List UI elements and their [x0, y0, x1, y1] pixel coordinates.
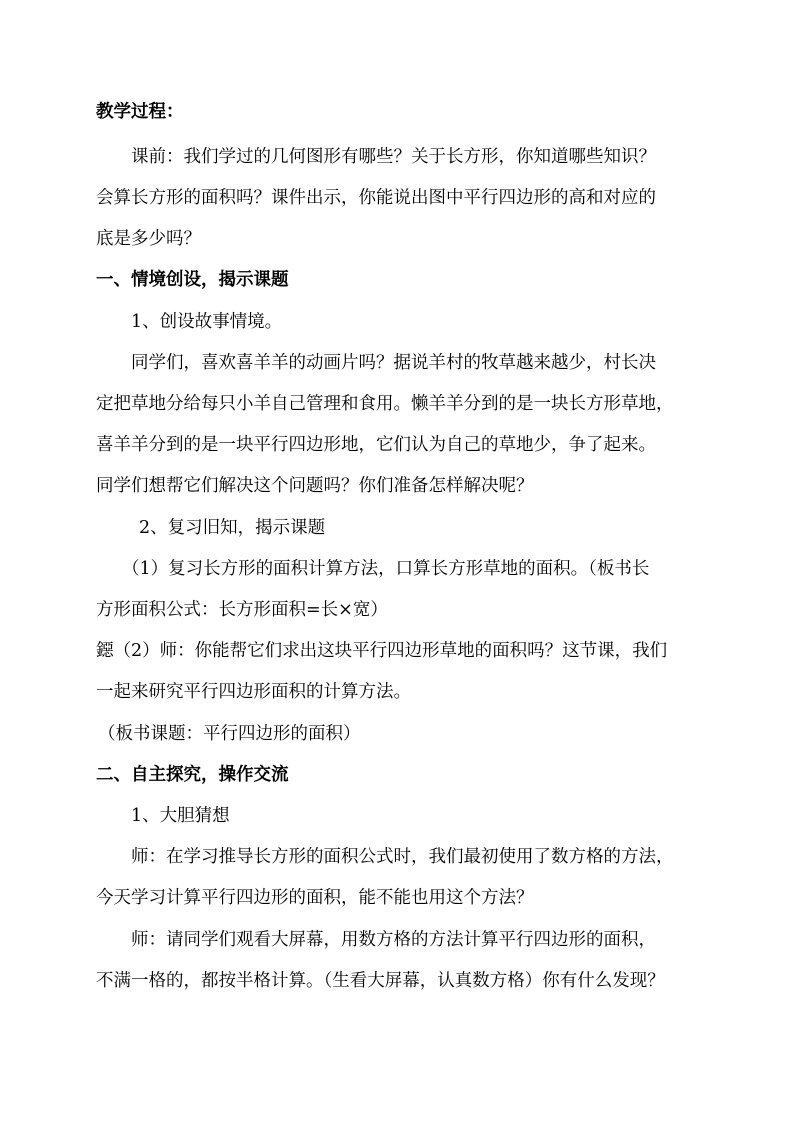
subheading-1-2: 2、复习旧知，揭示课题 [139, 518, 326, 538]
paragraph-line: 同学们，喜欢喜羊羊的动画片吗？据说羊村的牧草越来越少，村长决 [131, 353, 656, 373]
paragraph-line: 底是多少吗？ [96, 229, 201, 249]
paragraph-line: 师：请同学们观看大屏幕，用数方格的方法计算平行四边形的面积， [131, 930, 656, 950]
paragraph-line: 定把草地分给每只小羊自己管理和食用。懒羊羊分到的是一块长方形草地， [96, 394, 674, 414]
paragraph-line: 同学们想帮它们解决这个问题吗？你们准备怎样解决呢？ [96, 476, 534, 496]
paragraph-line: 会算长方形的面积吗？课件出示，你能说出图中平行四边形的高和对应的 [96, 188, 656, 208]
subheading-2-1: 1、大胆猜想 [131, 806, 230, 826]
paragraph-line: 今天学习计算平行四边形的面积，能不能也用这个方法？ [96, 888, 534, 908]
paragraph-line: （板书课题：平行四边形的面积） [98, 724, 361, 744]
section-heading-teaching-process: 教学过程： [96, 102, 184, 122]
section-heading-1: 一、情境创设，揭示课题 [96, 270, 289, 290]
paragraph-line: 不满一格的，都按半格计算。（生看大屏幕，认真数方格）你有什么发现？ [96, 971, 665, 991]
subheading-1-1: 1、创设故事情境。 [131, 312, 283, 332]
paragraph-line: 师：在学习推导长方形的面积公式时，我们最初使用了数方格的方法， [131, 847, 674, 867]
paragraph-line: 一起来研究平行四边形面积的计算方法。 [96, 682, 411, 702]
paragraph-line: 方形面积公式：长方形面积=长×宽） [96, 600, 388, 620]
section-heading-2: 二、自主探究，操作交流 [96, 765, 289, 785]
paragraph-line: 喜羊羊分到的是一块平行四边形地，它们认为自己的草地少，争了起来。 [96, 435, 656, 455]
paragraph-line: （1）复习长方形的面积计算方法，口算长方形草地的面积。（板书长 [122, 559, 650, 579]
paragraph-line: 课前：我们学过的几何图形有哪些？关于长方形，你知道哪些知识？ [131, 147, 656, 167]
paragraph-line: 鐚（2）师：你能帮它们求出这块平行四边形草地的面积吗？这节课，我们 [96, 641, 668, 661]
